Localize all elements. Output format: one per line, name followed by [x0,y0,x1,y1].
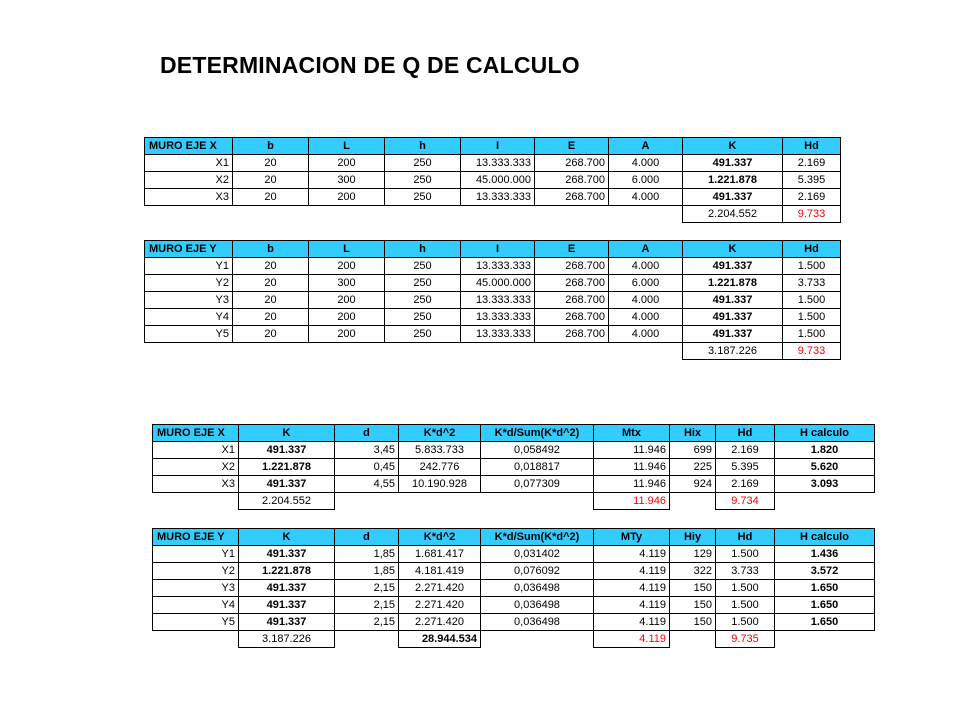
table-cell: 250 [385,275,461,292]
table-cell: 0,036498 [481,597,594,614]
table-cell: 45.000.000 [461,275,535,292]
column-header: b [233,138,309,155]
table-cell: 13.333.333 [461,309,535,326]
table-cell: 4.000 [609,189,683,206]
table-cell: 491.337 [239,546,335,563]
table-cell: 924 [670,476,716,493]
empty-cell [145,343,233,360]
table-row [153,563,875,580]
table-cell: 491.337 [239,476,335,493]
table-row [153,580,875,597]
empty-cell [609,343,683,360]
total-mt: 4.119 [594,631,670,648]
table-cell: 242.776 [399,459,481,476]
table-cell: 1.500 [783,309,841,326]
row-label: Y5 [145,326,233,343]
total-hd: 9.734 [716,493,775,510]
empty-cell [233,343,309,360]
column-header: K [239,529,335,546]
table-cell: 699 [670,442,716,459]
table-row [153,614,875,631]
empty-cell [145,206,233,223]
column-header: K [239,425,335,442]
total-kd2: 28.944.534 [399,631,481,648]
table-cell: 250 [385,258,461,275]
table-cell: 268.700 [535,189,609,206]
row-label: X1 [153,442,239,459]
table-cell: 0,031402 [481,546,594,563]
empty-cell [670,493,716,510]
table-cell: 0,077309 [481,476,594,493]
table-cell: 45.000.000 [461,172,535,189]
table-cell: 4.119 [594,546,670,563]
table-cell: 20 [233,172,309,189]
table-cell: 200 [309,258,385,275]
table-header-row [145,138,841,155]
total-k: 2.204.552 [239,493,335,510]
table-cell: 491.337 [239,614,335,631]
table-cell: 300 [309,275,385,292]
table-cell: 2.169 [783,189,841,206]
table-cell: 2.169 [716,442,775,459]
column-header: Hix [670,425,716,442]
table-cell: 4.000 [609,258,683,275]
column-header: MURO EJE X [145,138,233,155]
table-cell: 5.833.733 [399,442,481,459]
table-cell: 13.333.333 [461,326,535,343]
table-row [145,292,841,309]
table-row [153,597,875,614]
table-cell: 129 [670,546,716,563]
row-label: Y2 [153,563,239,580]
column-header: K [683,241,783,258]
table-cell: 150 [670,597,716,614]
table-cell: 491.337 [683,189,783,206]
column-header: MURO EJE X [153,425,239,442]
table-cell: 13.333.333 [461,258,535,275]
table-cell: 20 [233,189,309,206]
column-header: H calculo [775,425,875,442]
total-hd: 9.733 [783,206,841,223]
table-cell: 1.650 [775,580,875,597]
column-header: L [309,138,385,155]
table-cell: 200 [309,189,385,206]
table-cell: 1.500 [783,292,841,309]
table-cell: 0,036498 [481,614,594,631]
table-header-row [153,529,875,546]
table-cell: 20 [233,275,309,292]
totals-row [145,206,841,223]
column-header: I [461,241,535,258]
empty-cell [153,493,239,510]
empty-cell [775,631,875,648]
table-cell: 1,85 [335,546,399,563]
empty-cell [309,206,385,223]
table-cell: 3.093 [775,476,875,493]
row-label: Y2 [145,275,233,292]
column-header: h [385,241,461,258]
column-header: Hd [716,529,775,546]
table-cell: 13.333.333 [461,155,535,172]
empty-cell [461,206,535,223]
table-cell: 13.333.333 [461,292,535,309]
total-k: 3.187.226 [683,343,783,360]
empty-cell [233,206,309,223]
row-label: Y5 [153,614,239,631]
table-cell: 268.700 [535,326,609,343]
column-header: K*d^2 [399,425,481,442]
table-cell: 1.650 [775,597,875,614]
total-mt: 11.946 [594,493,670,510]
total-k: 2.204.552 [683,206,783,223]
totals-row [153,493,875,510]
table-cell: 1,85 [335,563,399,580]
table-cell: 491.337 [683,309,783,326]
table-cell: 0,018817 [481,459,594,476]
empty-cell [535,206,609,223]
column-header: MURO EJE Y [153,529,239,546]
table-row [153,546,875,563]
table-cell: 11.946 [594,442,670,459]
table-row [153,476,875,493]
table-cell: 268.700 [535,309,609,326]
table-cell: 2,15 [335,597,399,614]
column-header: K*d/Sum(K*d^2) [481,529,594,546]
table-cell: 1.500 [783,326,841,343]
table-cell: 2.271.420 [399,614,481,631]
table-cell: 3.572 [775,563,875,580]
empty-cell [481,493,594,510]
empty-cell [535,343,609,360]
table-cell: 250 [385,172,461,189]
column-header: b [233,241,309,258]
column-header: d [335,425,399,442]
table-row [145,155,841,172]
empty-cell [335,493,399,510]
rigidity-table-y [144,240,841,360]
table-cell: 300 [309,172,385,189]
empty-cell [335,631,399,648]
table-cell: 5.620 [775,459,875,476]
shear-calc-table-y [152,528,875,648]
table-cell: 4.119 [594,614,670,631]
table-cell: 1.681.417 [399,546,481,563]
table-cell: 10.190.928 [399,476,481,493]
table-cell: 1.500 [716,546,775,563]
table-row [153,459,875,476]
row-label: X3 [145,189,233,206]
empty-cell [153,631,239,648]
table-cell: 4.000 [609,292,683,309]
table-cell: 20 [233,326,309,343]
page-title: DETERMINACION DE Q DE CALCULO [160,52,580,78]
table-cell: 250 [385,309,461,326]
table-cell: 1.221.878 [683,172,783,189]
table-cell: 1.820 [775,442,875,459]
table-cell: 4.000 [609,155,683,172]
table-header-row [145,241,841,258]
column-header: L [309,241,385,258]
table-cell: 200 [309,309,385,326]
table-cell: 0,058492 [481,442,594,459]
table-cell: 2,15 [335,580,399,597]
table-cell: 4.119 [594,563,670,580]
table-cell: 2.169 [783,155,841,172]
column-header: Mtx [594,425,670,442]
row-label: Y1 [153,546,239,563]
table-cell: 20 [233,258,309,275]
row-label: Y1 [145,258,233,275]
column-header: A [609,138,683,155]
table-cell: 2.169 [716,476,775,493]
table-cell: 268.700 [535,155,609,172]
column-header: K [683,138,783,155]
table-cell: 4.119 [594,597,670,614]
table-cell: 20 [233,155,309,172]
column-header: Hd [783,138,841,155]
table-cell: 11.946 [594,476,670,493]
column-header: h [385,138,461,155]
empty-cell [670,631,716,648]
table-cell: 150 [670,614,716,631]
table-cell: 11.946 [594,459,670,476]
column-header: d [335,529,399,546]
table-cell: 250 [385,292,461,309]
row-label: X2 [153,459,239,476]
column-header: Hiy [670,529,716,546]
table-cell: 268.700 [535,258,609,275]
table-cell: 4.000 [609,309,683,326]
row-label: Y3 [153,580,239,597]
table-cell: 1.500 [716,614,775,631]
totals-row [145,343,841,360]
column-header: K*d^2 [399,529,481,546]
row-label: Y4 [153,597,239,614]
column-header: K*d/Sum(K*d^2) [481,425,594,442]
total-hd: 9.735 [716,631,775,648]
table-cell: 250 [385,326,461,343]
table-cell: 3,45 [335,442,399,459]
table-cell: 1.500 [783,258,841,275]
empty-cell [775,493,875,510]
table-row [145,275,841,292]
table-cell: 0,45 [335,459,399,476]
table-cell: 3.733 [783,275,841,292]
empty-cell [461,343,535,360]
rigidity-table-x [144,137,841,223]
table-cell: 491.337 [683,326,783,343]
column-header: E [535,138,609,155]
row-label: X2 [145,172,233,189]
table-cell: 491.337 [683,292,783,309]
row-label: X3 [153,476,239,493]
column-header: MURO EJE Y [145,241,233,258]
table-cell: 1.436 [775,546,875,563]
column-header: I [461,138,535,155]
table-cell: 1.221.878 [239,459,335,476]
table-row [145,258,841,275]
table-cell: 200 [309,155,385,172]
table-cell: 4,55 [335,476,399,493]
table-header-row [153,425,875,442]
table-cell: 268.700 [535,172,609,189]
empty-cell [609,206,683,223]
total-hd: 9.733 [783,343,841,360]
table-cell: 491.337 [683,258,783,275]
table-row [145,189,841,206]
table-cell: 20 [233,309,309,326]
table-cell: 250 [385,155,461,172]
table-cell: 200 [309,292,385,309]
table-cell: 2,15 [335,614,399,631]
empty-cell [481,631,594,648]
table-row [153,442,875,459]
table-cell: 1.221.878 [683,275,783,292]
table-cell: 491.337 [683,155,783,172]
table-cell: 225 [670,459,716,476]
column-header: Hd [716,425,775,442]
empty-cell [309,343,385,360]
table-cell: 5.395 [716,459,775,476]
table-cell: 5.395 [783,172,841,189]
table-cell: 200 [309,326,385,343]
table-cell: 1.650 [775,614,875,631]
row-label: Y3 [145,292,233,309]
table-cell: 268.700 [535,292,609,309]
table-cell: 268.700 [535,275,609,292]
table-cell: 322 [670,563,716,580]
table-cell: 3.733 [716,563,775,580]
table-cell: 250 [385,189,461,206]
shear-calc-table-x [152,424,875,510]
column-header: Hd [783,241,841,258]
table-row [145,172,841,189]
totals-row [153,631,875,648]
column-header: A [609,241,683,258]
table-cell: 491.337 [239,597,335,614]
empty-cell [399,493,481,510]
table-cell: 4.000 [609,326,683,343]
table-cell: 1.500 [716,580,775,597]
row-label: X1 [145,155,233,172]
table-row [145,309,841,326]
table-cell: 2.271.420 [399,580,481,597]
table-cell: 13.333.333 [461,189,535,206]
column-header: H calculo [775,529,875,546]
table-row [145,326,841,343]
table-cell: 1.500 [716,597,775,614]
column-header: E [535,241,609,258]
empty-cell [385,206,461,223]
table-cell: 0,036498 [481,580,594,597]
table-cell: 0,076092 [481,563,594,580]
table-cell: 491.337 [239,442,335,459]
row-label: Y4 [145,309,233,326]
table-cell: 1.221.878 [239,563,335,580]
table-cell: 6.000 [609,275,683,292]
empty-cell [385,343,461,360]
table-cell: 4.181.419 [399,563,481,580]
column-header: MTy [594,529,670,546]
table-cell: 150 [670,580,716,597]
table-cell: 4.119 [594,580,670,597]
table-cell: 20 [233,292,309,309]
table-cell: 491.337 [239,580,335,597]
total-k: 3.187.226 [239,631,335,648]
table-cell: 2.271.420 [399,597,481,614]
table-cell: 6.000 [609,172,683,189]
